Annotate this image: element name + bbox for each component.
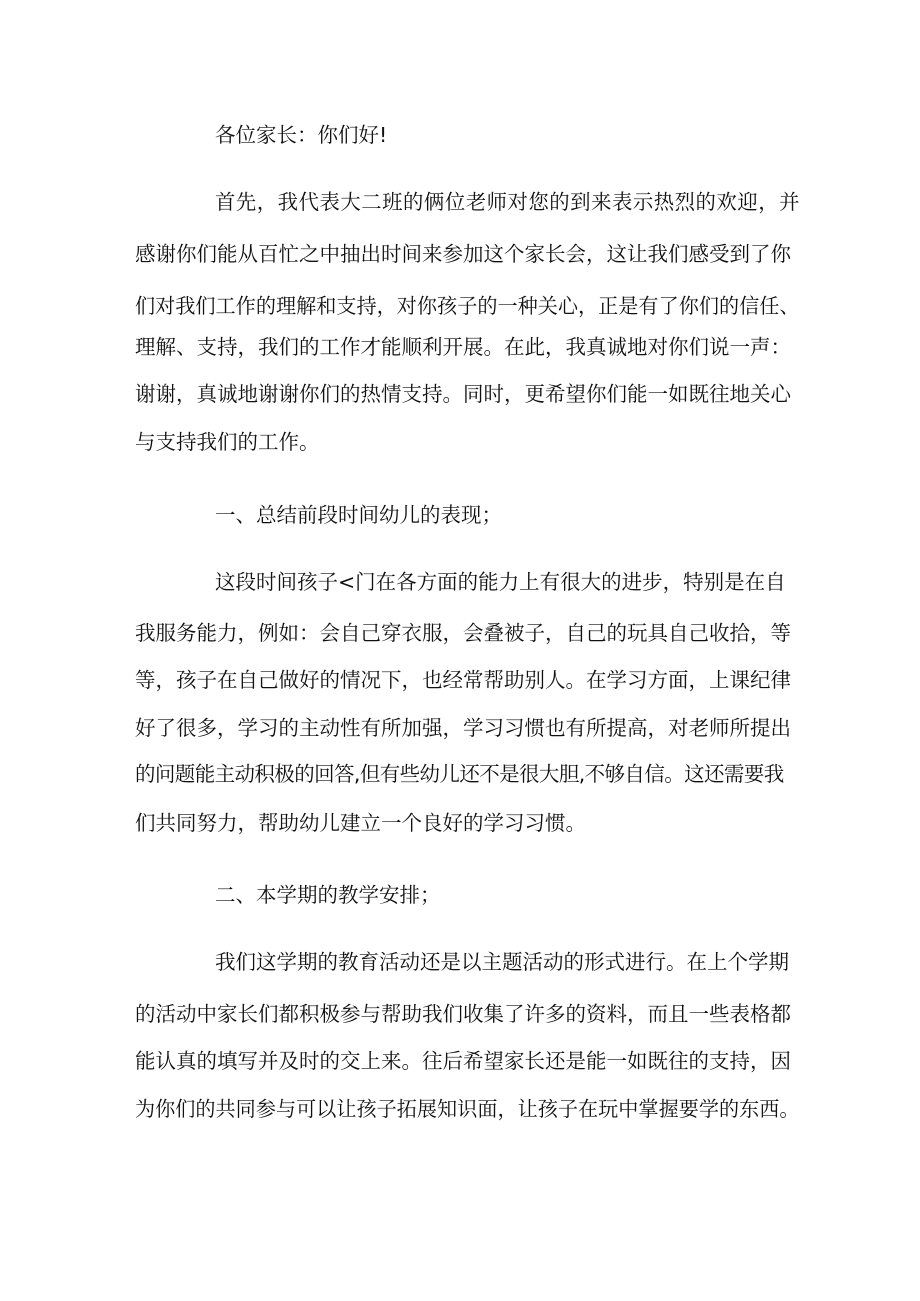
paragraph-1-line-5: 谢谢，真诚地谢谢你们的热情支持。同时，更希望你们能一如既往地关心: [135, 382, 791, 406]
paragraph-1-line-4: 理解、支持，我们的工作才能顺利开展。在此，我真诚地对你们说一声：: [135, 335, 791, 359]
paragraph-2-line-6: 们共同努力，帮助幼儿建立一个良好的学习习惯。: [135, 811, 586, 835]
paragraph-1-line-2: 感谢你们能从百忙之中抽出时间来参加这个家长会，这让我们感受到了你: [135, 242, 791, 266]
heading-1: 一、总结前段时间幼儿的表现；: [215, 503, 502, 527]
paragraph-3-line-2: 的活动中家长们都积极参与帮助我们收集了许多的资料，而且一些表格都: [135, 1002, 791, 1026]
paragraph-1-line-3: 们对我们工作的理解和支持，对你孩子的一种关心，正是有了你们的信任、: [135, 294, 800, 318]
heading-2: 二、本学期的教学安排；: [215, 883, 441, 907]
greeting: 各位家长：你们好!: [215, 123, 388, 147]
paragraph-2-line-1: 这段时间孩子<门在各方面的能力上有很大的进步，特别是在自: [215, 570, 786, 594]
paragraph-2-line-5: 的问题能主动积极的回答,但有些幼儿还不是很大胆,不够自信。这还需要我: [135, 762, 784, 786]
paragraph-2-line-3: 等，孩子在自己做好的情况下，也经常帮助别人。在学习方面，上课纪律: [135, 668, 791, 692]
paragraph-1-line-1: 首先，我代表大二班的俩位老师对您的到来表示热烈的欢迎，并: [215, 190, 801, 214]
paragraph-2-line-4: 好了很多，学习的主动性有所加强，学习习惯也有所提高，对老师所提出: [135, 716, 791, 740]
paragraph-2-line-2: 我服务能力，例如：会自己穿衣服，会叠被子，自己的玩具自己收拾，等: [135, 621, 791, 645]
paragraph-1-line-6: 与支持我们的工作。: [135, 430, 320, 454]
paragraph-3-line-3: 能认真的填写并及时的交上来。往后希望家长还是能一如既往的支持，因: [135, 1049, 791, 1073]
paragraph-3-line-4: 为你们的共同参与可以让孩子拓展知识面，让孩子在玩中掌握要学的东西。: [135, 1097, 800, 1121]
paragraph-3-line-1: 我们这学期的教育活动还是以主题活动的形式进行。在上个学期: [215, 950, 789, 974]
